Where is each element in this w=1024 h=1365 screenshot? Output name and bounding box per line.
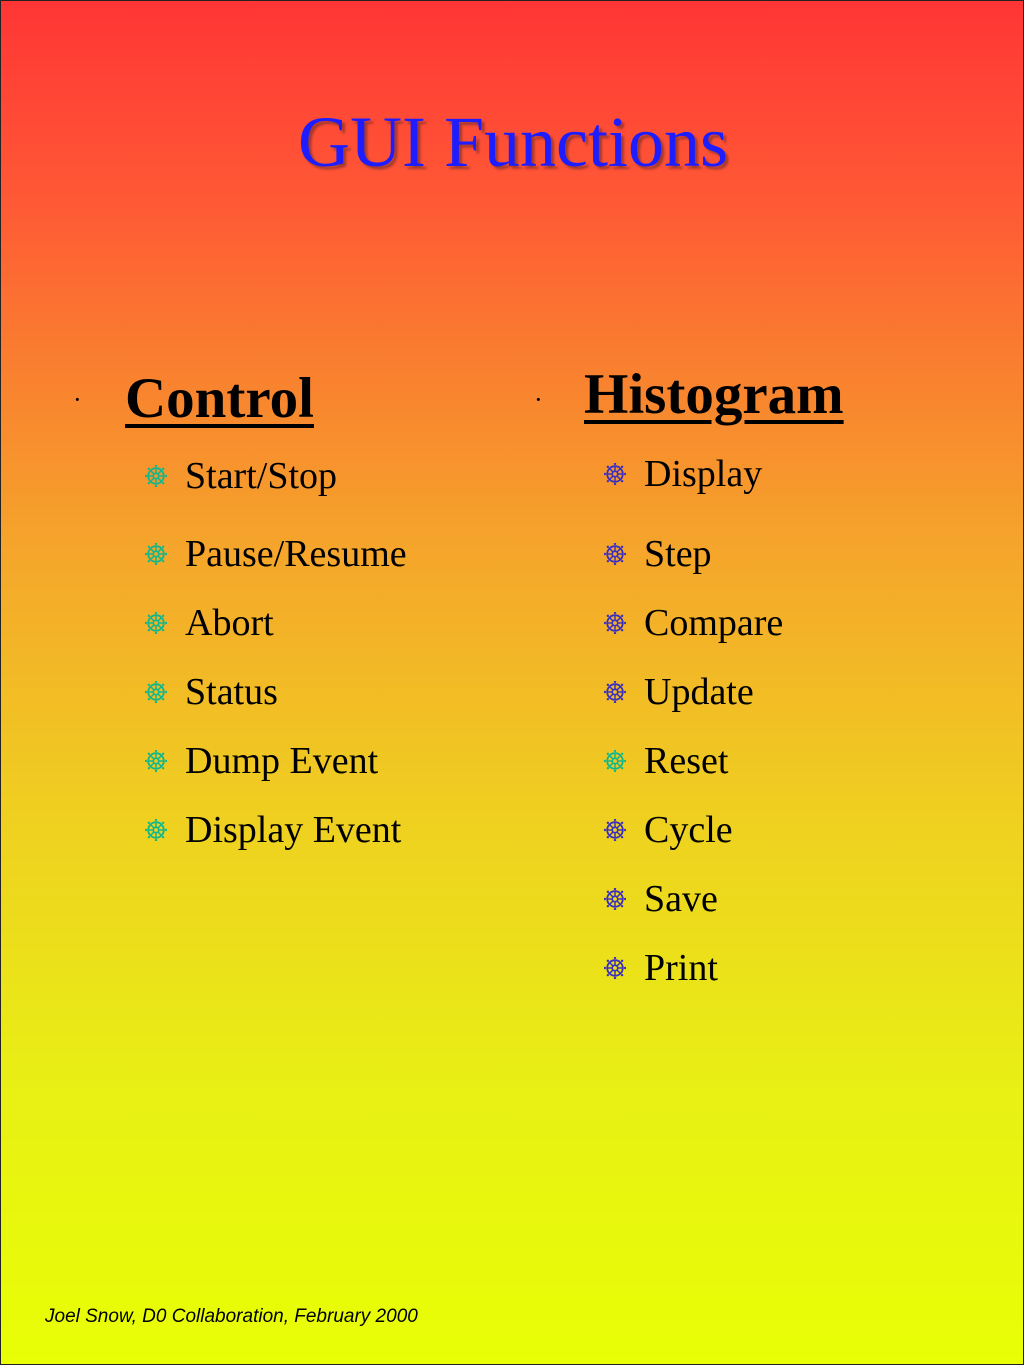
control-item-label: Status	[185, 671, 278, 713]
dharma-wheel-icon	[604, 681, 626, 703]
control-item-label: Dump Event	[185, 740, 379, 782]
histogram-item-label: Cycle	[644, 809, 733, 851]
dharma-wheel-icon	[604, 750, 626, 772]
histogram-item-label: Save	[644, 878, 718, 920]
histogram-item-label: Update	[644, 671, 754, 713]
control-item-label: Start/Stop	[185, 455, 338, 497]
list-item	[604, 452, 762, 496]
dharma-wheel-icon	[604, 463, 626, 485]
footer-credit: Joel Snow, D0 Collaboration, February 2000	[45, 1306, 418, 1327]
dharma-wheel-icon	[604, 888, 626, 910]
list-item	[145, 454, 337, 498]
histogram-item-label: Step	[644, 533, 712, 575]
list-item	[145, 739, 378, 783]
list-item	[604, 877, 718, 921]
slide-title: GUI Functions	[298, 102, 728, 182]
histogram-item-label: Compare	[644, 602, 784, 644]
dharma-wheel-icon	[604, 957, 626, 979]
list-item	[604, 946, 718, 990]
control-item-label: Display Event	[185, 809, 402, 851]
dharma-wheel-icon	[145, 612, 167, 634]
dharma-wheel-icon	[604, 819, 626, 841]
dharma-wheel-icon	[145, 465, 167, 487]
dharma-wheel-icon	[145, 819, 167, 841]
list-item	[145, 601, 274, 645]
control-item-label: Abort	[185, 602, 274, 644]
list-item	[145, 532, 407, 576]
histogram-item-label: Reset	[644, 740, 729, 782]
control-heading: Control	[125, 367, 314, 430]
histogram-bullet: ·	[534, 385, 543, 414]
list-item	[604, 808, 733, 852]
dharma-wheel-icon	[604, 612, 626, 634]
control-bullet: ·	[73, 385, 82, 414]
list-item	[604, 670, 754, 714]
list-item	[604, 739, 728, 783]
dharma-wheel-icon	[145, 681, 167, 703]
list-item	[145, 808, 401, 852]
list-item	[604, 601, 783, 645]
list-item	[145, 670, 278, 714]
dharma-wheel-icon	[145, 750, 167, 772]
control-item-label: Pause/Resume	[185, 533, 407, 575]
dharma-wheel-icon	[145, 543, 167, 565]
histogram-heading: Histogram	[584, 363, 844, 426]
histogram-item-label: Display	[644, 453, 763, 495]
list-item	[604, 532, 712, 576]
histogram-item-label: Print	[644, 947, 718, 989]
dharma-wheel-icon	[604, 543, 626, 565]
